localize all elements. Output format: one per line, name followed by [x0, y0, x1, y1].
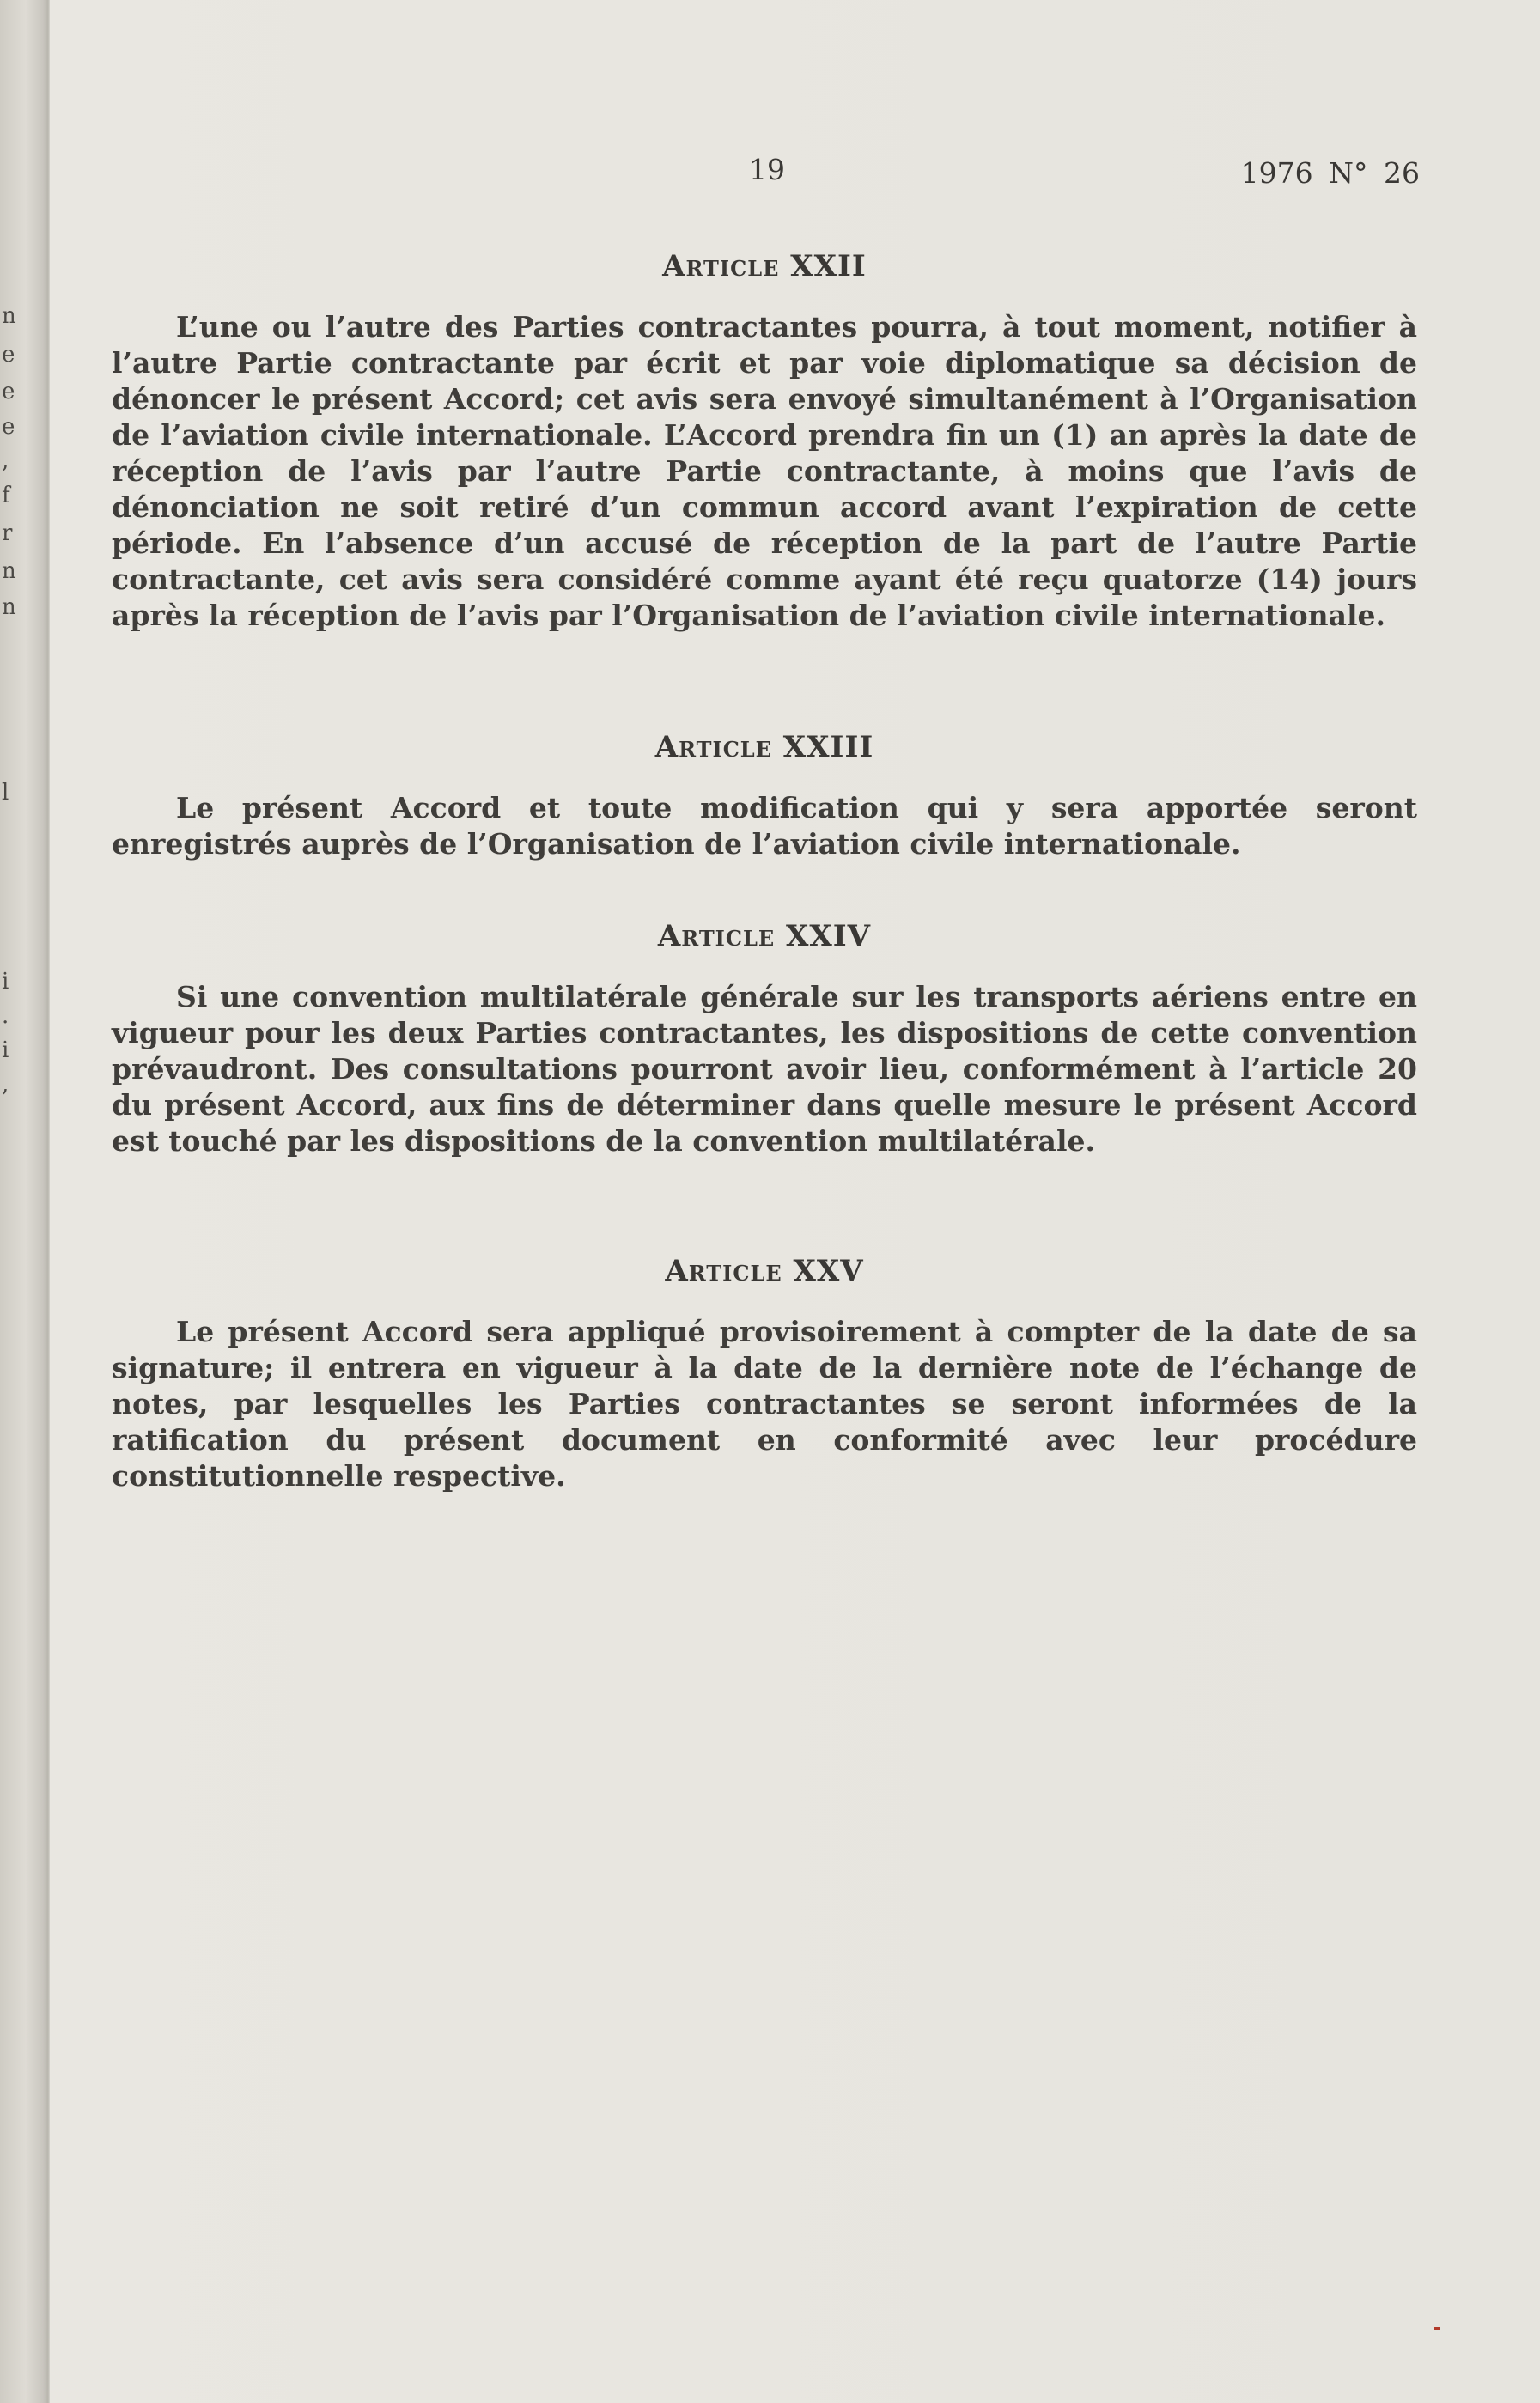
bleed-letter: n: [2, 303, 16, 329]
page-number: 19: [749, 153, 785, 186]
article-xxiii: [112, 730, 1417, 862]
article-text: Si une convention multilatérale générale sur les transports aériens entre en vigueur pour les deux Parties contractantes, les dispositions de cette convention prévaudront. Des consultations pourront avoir lieu, conformément à l’article 20 du présent Accord, aux fins de déterminer dans quelle mesure le présent Accord est touché par les dispositions de la convention multilatérale.: [112, 980, 1417, 1158]
bleed-letter: n: [2, 594, 16, 620]
bleed-letter: ,: [2, 1072, 9, 1098]
article-heading: Article XXV: [665, 1254, 864, 1288]
bleed-letter: f: [2, 483, 10, 508]
bleed-letter: ,: [2, 448, 9, 474]
page-header: [0, 153, 1540, 196]
bleed-letter: r: [2, 520, 13, 546]
article-xxii: [112, 249, 1417, 634]
article-heading: Article XXIV: [657, 919, 872, 953]
bleed-letter: i: [2, 1037, 9, 1063]
bleed-letter: n: [2, 558, 16, 584]
red-mark: [1434, 2327, 1440, 2330]
bleed-letter: e: [2, 342, 15, 368]
bleed-letter: .: [2, 1003, 9, 1029]
article-text: Le présent Accord et toute modification qui y sera apportée seront enregistrés auprès de l’Organisation de l’aviation civile internationale.: [112, 791, 1417, 861]
year-and-number: 1976 N° 26: [1240, 156, 1420, 190]
article-text: Le présent Accord sera appliqué provisoirement à compter de la date de sa signature; il entrera en vigueur à la date de la dernière note de l’échange de notes, par lesquelles les Parties contractantes se seront informées de la ratification du présent document en conformité avec leur procédure constitutionnelle respective.: [112, 1315, 1417, 1493]
bleed-letter: i: [2, 969, 9, 995]
bleed-letter: l: [2, 780, 9, 806]
article-heading: Article XXII: [662, 249, 867, 283]
bleed-letter: e: [2, 379, 15, 405]
adjacent-page-bleed: [0, 0, 26, 2403]
bleed-letter: e: [2, 414, 15, 440]
article-text: L’une ou l’autre des Parties contractantes pourra, à tout moment, notifier à l’autre Partie contractante par écrit et par voie diplomatique sa décision de dénoncer le présent Accord; cet avis sera envoyé simultanément à l’Organisation de l’aviation civile internationale. L’Accord prendra fin un (1) an après la date de réception de l’avis par l’autre Partie contractante, à moins que l’avis de dénonciation ne soit retiré d’un commun accord avant l’expiration de cette période. En l’absence d’un accusé de réception de la part de l’autre Partie contractante, cet avis sera considéré comme ayant été reçu quatorze (14) jours après la réception de l’avis par l’Organisation de l’aviation civile internationale.: [112, 310, 1417, 632]
article-xxiv: [112, 919, 1417, 1159]
article-heading: Article XXIII: [654, 730, 874, 764]
article-xxv: [112, 1254, 1417, 1494]
